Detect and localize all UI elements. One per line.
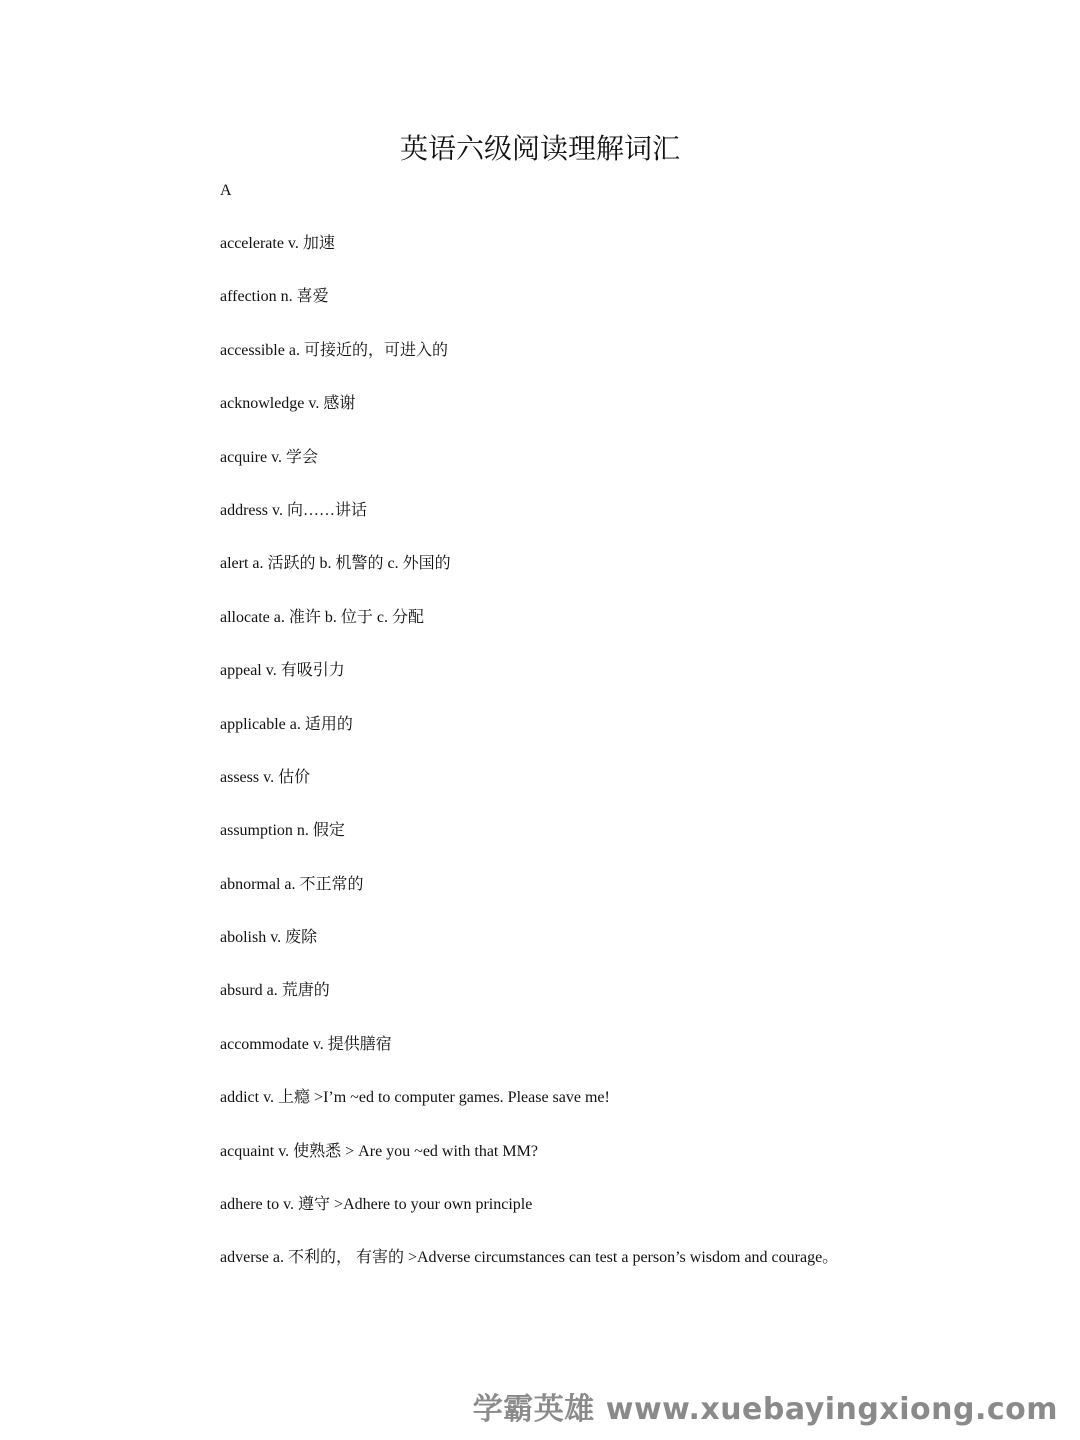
vocabulary-entry: absurd a. 荒唐的 — [220, 982, 330, 1000]
vocabulary-entry: accessible a. 可接近的，可进入的 — [220, 341, 448, 359]
vocabulary-entry: assumption n. 假定 — [220, 822, 345, 840]
vocabulary-entry: abnormal a. 不正常的 — [220, 875, 364, 893]
vocabulary-entry: address v. 向……讲话 — [220, 501, 367, 519]
vocabulary-entry: assess v. 估价 — [220, 768, 311, 786]
vocabulary-entry: alert a. 活跃的 b. 机警的 c. 外国的 — [220, 555, 451, 573]
section-letter: A — [220, 182, 232, 199]
vocabulary-entry: acquaint v. 使熟悉 > Are you ~ed with that MM? — [220, 1142, 538, 1160]
site-watermark: 学霸英雄 www.xuebayingxiong.com — [472, 1392, 1058, 1427]
vocabulary-entry: applicable a. 适用的 — [220, 715, 353, 733]
vocabulary-entry: allocate a. 准许 b. 位于 c. 分配 — [220, 608, 424, 626]
vocabulary-entry: accelerate v. 加速 — [220, 235, 335, 252]
vocabulary-entry: affection n. 喜爱 — [220, 288, 329, 306]
vocabulary-entry: accommodate v. 提供膳宿 — [220, 1035, 392, 1053]
vocabulary-entry: appeal v. 有吸引力 — [220, 662, 345, 680]
page-title: 英语六级阅读理解词汇 — [399, 134, 680, 165]
vocabulary-entry: abolish v. 废除 — [220, 929, 318, 947]
vocabulary-entry: acquire v. 学会 — [220, 448, 319, 466]
vocabulary-entry: addict v. 上瘾 >I’m ~ed to computer games. Please save me! — [220, 1089, 610, 1107]
vocabulary-list — [220, 232, 1040, 1300]
vocabulary-entry: adverse a. 不利的， 有害的 >Adverse circumstances can test a person’s wisdom and courage。 — [220, 1249, 839, 1267]
vocabulary-entry: acknowledge v. 感谢 — [220, 395, 356, 413]
vocabulary-entry: adhere to v. 遵守 >Adhere to your own principle — [220, 1196, 533, 1214]
